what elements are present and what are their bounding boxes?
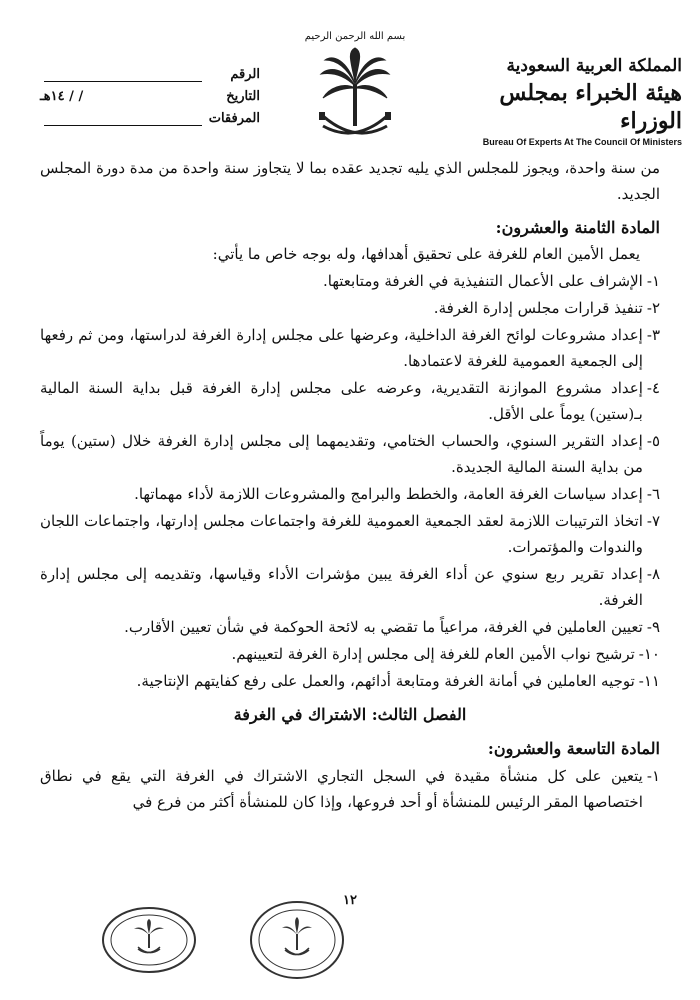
list-item (40, 481, 660, 507)
item-number: ١- (646, 767, 660, 785)
document-body (40, 155, 660, 815)
page-number: ١٢ (343, 893, 357, 908)
item-number: ٩- (646, 618, 660, 636)
list-item (40, 614, 660, 640)
list-item (40, 763, 660, 815)
left-seal-stamp-icon (100, 905, 198, 975)
letterhead-org-block (432, 55, 682, 147)
article-29-heading: المادة التاسعة والعشرون: (487, 739, 660, 758)
item-number: ١- (646, 272, 660, 290)
item-number: ٥- (646, 432, 660, 450)
item-number: ٣- (646, 326, 660, 344)
item-text: ترشيح نواب الأمين العام للغرفة إلى مجلس إدارة الغرفة لتعيينهم. (231, 645, 635, 663)
right-seal-stamp-icon (248, 898, 346, 982)
item-text: تنفيذ قرارات مجلس إدارة الغرفة. (433, 299, 643, 317)
item-text: اتخاذ الترتيبات اللازمة لعقد الجمعية العمومية للغرفة واجتماعات مجلس إدارتها، واجتماعات اللجان والندوات والمؤتمرات. (40, 512, 643, 556)
item-text: إعداد تقرير ربع سنوي عن أداء الغرفة يبين مؤشرات الأداء وقياسها، وتقديمه إلى مجلس إدارة الغرفة. (40, 565, 643, 609)
item-text: توجيه العاملين في أمانة الغرفة ومتابعة أدائهم، والعمل على رفع كفايتهم الإنتاجية. (136, 672, 635, 690)
list-item (40, 561, 660, 613)
item-text: إعداد مشروعات لوائح الغرفة الداخلية، وعرضها على مجلس إدارة الغرفة لدراستها، ومن ثم رفعها إلى الجمعية العمومية للغرفة لاعتمادها. (40, 326, 643, 370)
list-item (40, 295, 660, 321)
attachments-field (40, 104, 260, 126)
chapter-3-title: الفصل الثالث: الاشتراك في الغرفة (233, 705, 467, 724)
item-number: ٧- (646, 512, 660, 530)
reference-fields (40, 60, 260, 126)
continuation-paragraph: من سنة واحدة، ويجوز للمجلس الذي يليه تجديد عقده بما لا يتجاوز سنة واحدة من مدة دورة المجلس الجديد. (40, 159, 660, 203)
number-field (40, 60, 260, 82)
kingdom-name: المملكة العربية السعودية (506, 56, 682, 76)
list-item (40, 668, 660, 694)
item-text: إعداد مشروع الموازنة التقديرية، وعرضه على مجلس إدارة الغرفة قبل بداية السنة المالية بـ(ستين) يوماً على الأقل. (40, 379, 643, 423)
bureau-name-english: Bureau Of Experts At The Council Of Ministers (482, 137, 682, 147)
bureau-name-arabic: هيئة الخبراء بمجلس الوزراء (499, 80, 682, 134)
item-number: ١٠- (638, 645, 660, 663)
list-item (40, 375, 660, 427)
item-text: يتعين على كل منشأة مقيدة في السجل التجاري الاشتراك في الغرفة التي يقع في نطاق اختصاصها المقر الرئيس للمنشأة أو أحد فروعها، وإذا كان للمنشأة أكثر من فرع في (40, 767, 643, 811)
list-item (40, 268, 660, 294)
item-number: ٤- (646, 379, 660, 397)
item-number: ١١- (638, 672, 660, 690)
item-number: ٨- (646, 565, 660, 583)
date-field (40, 82, 260, 104)
list-item (40, 641, 660, 667)
article-28-intro: يعمل الأمين العام للغرفة على تحقيق أهدافها، وله بوجه خاص ما يأتي: (212, 245, 640, 263)
number-label: الرقم (230, 67, 260, 82)
date-label: التاريخ (226, 89, 260, 104)
date-value: / / ١٤هـ (40, 89, 84, 104)
attachments-line (44, 113, 202, 126)
item-text: إعداد التقرير السنوي، والحساب الختامي، وتقديمهما إلى مجلس إدارة الغرفة خلال (ستين) يوماً من بداية السنة المالية الجديدة. (40, 432, 643, 476)
item-text: الإشراف على الأعمال التنفيذية في الغرفة ومتابعتها. (323, 272, 643, 290)
item-text: إعداد سياسات الغرفة العامة، والخطط والبرامج والمشروعات اللازمة لأداء مهماتها. (134, 485, 643, 503)
article-28-heading: المادة الثامنة والعشرون: (495, 218, 660, 237)
item-number: ٦- (646, 485, 660, 503)
list-item (40, 322, 660, 374)
number-line (44, 69, 202, 82)
basmala: بسم الله الرحمن الرحيم (304, 31, 406, 42)
list-item (40, 508, 660, 560)
letterhead-emblem-block (290, 30, 420, 144)
palm-swords-emblem-icon (315, 46, 395, 144)
list-item (40, 428, 660, 480)
item-text: تعيين العاملين في الغرفة، مراعياً ما تقضي به لائحة الحوكمة في شأن تعيين الأقارب. (124, 618, 643, 636)
attachments-label: المرفقات (208, 111, 260, 126)
item-number: ٢- (646, 299, 660, 317)
